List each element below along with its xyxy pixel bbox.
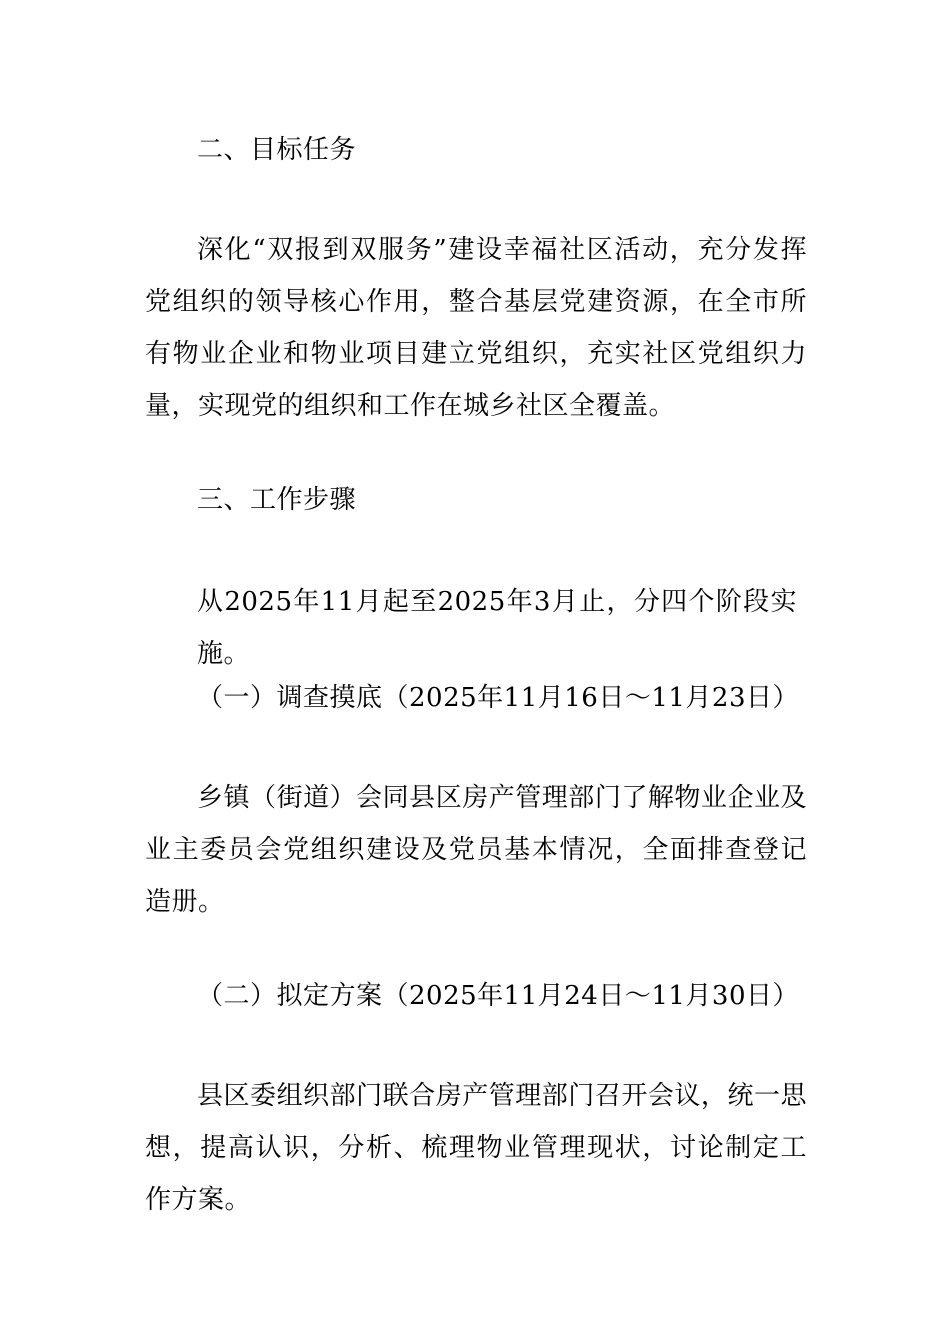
stage-title-survey: （一）调查摸底（2025年11月16日～11月23日） [197, 683, 800, 713]
section-heading-steps: 三、工作步骤 [197, 485, 357, 515]
paragraph-steps-intro: 从2025年11月起至2025年3月止，分四个阶段实施。 [197, 587, 797, 669]
paragraph-plan-body: 县区委组织部门联合房产管理部门召开会议，统一思想，提高认识，分析、梳理物业管理现状，讨论制定工作方案。 [145, 1081, 807, 1215]
stage-title-plan: （二）拟定方案（2025年11月24日～11月30日） [197, 981, 800, 1011]
paragraph-goals-body: 深化“双报到双服务”建设幸福社区活动，充分发挥党组织的领导核心作用，整合基层党建资源，在全市所有物业企业和物业项目建立党组织，充实社区党组织力量，实现党的组织和工作在城乡社区全覆盖。 [145, 235, 807, 421]
section-heading-goals: 二、目标任务 [197, 135, 357, 165]
paragraph-survey-body: 乡镇（街道）会同县区房产管理部门了解物业企业及业主委员会党组织建设及党员基本情况，全面排查登记造册。 [145, 783, 807, 917]
